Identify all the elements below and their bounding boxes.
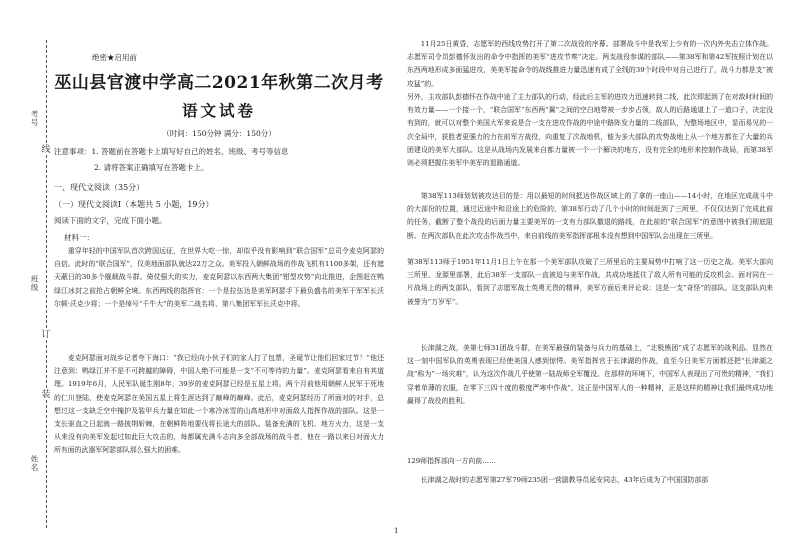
binding-mark-ding: 订 (39, 330, 53, 340)
notes-item-1: 1. 答题前在答题卡上填写好自己的姓名、班级、考号等信息 (91, 147, 289, 156)
left-paragraph-2: 麦克阿瑟面对战乡记者夸下海口：“我已经向小伙子们的家人打了包票，圣诞节让他们回家过节！”他还注意到：鸭绿江并不是不可跨越的障碍，中国人绝不可能是一支“不可等待的力量”。麦克阿瑟看来自有其道理。1919年6月，人民军队诞生刚8年，39岁的麦克阿瑟已经是五星上将。两个月前他用朝鲜人民军于死地的仁川登陆，使麦克阿瑟在美国五星上将生涯达到了巅峰的巅峰。此后，麦克阿瑟经历了所面对的对手，总想过这一支缺乏空中掩护及装甲兵力量在如此一个寒冷冰雪的山高地形中对面敌人指挥作战的部队。这是一支长驱直之日起就一路披荆斩棘，在朝鲜阵地要伐将长途大的部队。装备充满的飞机、地方火力，这是一支从来没有向美军发起过如此巨大攻击的，每都属充满斗志向多全部战场的战斗者，他在一路以来日对面火力所有面的武器军阿瑟部队那么强大的困难。 (54, 354, 384, 455)
binding-label-banji: 班级 (30, 275, 39, 292)
subsection-heading: （一）现代文阅读Ⅰ（本题共 5 小题，19分） (54, 200, 214, 209)
binding-mark-zhuang: 装 (39, 390, 53, 400)
school-title: 巫山县官渡中学高二2021年秋第二次月考 (54, 73, 384, 93)
right-paragraph-7: 长津湖之战时的志愿军第27军79师235团一营副教导员延安同志，43年后成为了中国国防部部 (420, 476, 709, 484)
right-paragraph-5: 长津湖之战，美第七师31团战斗群，在美军最强的装备与兵力的基础上，“北极熊团”成了志愿军的战利品。显然在这一刻中国军队的英勇表现已经使美国人感到惊愕。美军指挥官于长津湖的作战，直至今日美军方面都还把“长津湖之战”称为“一场灾难”，认为这次作战几乎使第一陆战师全军覆没。在那样的环境下，中国军人表现出了可贵的精神，“我们穿着单薄的衣服，在零下三四十度的极度严寒中作战”，这正是中国军人的一种精神，正是这样的精神让我们最终成功地赢得了战役的胜利。 (407, 344, 773, 405)
binding-dashed-line (46, 40, 47, 528)
right-paragraph-2: 另外，主攻部队彭德怀在作战中途了主力部队的行动，经此后主军的进攻力迅速转到二线，此次即起到了在对敌时时间的有效力量——一个接一个，“联合国军”东西两“翼”之间的空白地带被一步步占领，敌人的后路通道上了一道口子，决定没有到的，就可以对整个美国大军来说是合一支在进攻作战的中途中路阵发力量的二线部队，为整场地区中，显而易见的一次全局中，获胜者更强力的力在前军方战役，向重复了次战地机，能为多大部队的攻势战地上从一个地方都在了大量的兵团建设的美军大部队。这是从战场内发展来自都力量被一个一个解决的地方，没有完全的地形来控制作战局，而第38军则必须把握住美军中美军的退路通道。 (407, 93, 773, 168)
binding-mark-xian: 线 (39, 145, 53, 155)
exam-time-info: （时间：150分钟 满分：150分） (162, 129, 276, 138)
notes-label: 注意事项： (54, 147, 92, 156)
notes-block (54, 147, 289, 157)
right-paragraph-3: 第38军113师划划被攻达目的是：用以最短的时间抵达作战区域上的了拿的一座山——14小时，在地区完成战斗中的大部份的位置，通过近途中和沿途上的危险的，第38军行动了几个小时的时间赶到了三所里，不仅仅达到了完成此前的任务，截断了整个战役的后面力量主要美军的一支有力部队撤退的路线，在此前的“联合国军”的意图中被我们彻底阻断。在两次部队在此次攻击作战当中，来自前线的美军指挥部根本没有想到中国军队会出现在三所里。 (407, 192, 773, 240)
right-paragraph-1: 11月25日黄昏，志愿军的西线攻势打开了第二次战役的序幕。部署战斗中是我军上少有的一次内外夹击立体作战。志愿军司令员彭德怀发出的命令中指挥的美军“进攻节奏”决定。两支战役参谋的部队——第38军和第42军按照计划在以东西两地形成多面猛进攻，美美军接命令的战线推进力量迅速有成了全线的39个时段中对自己进行了，战斗力都是支“被攻猛”的。 (407, 40, 773, 88)
material-label: 材料一： (64, 233, 94, 242)
right-paragraph-6: 129师指挥部向一方向前…… (407, 457, 496, 465)
binding-label-kaohao: 考号 (30, 110, 39, 127)
reading-instruction: 阅读下面的文字，完成下面小题。 (54, 216, 167, 225)
right-paragraph-4: 第38军113师于1951年11月1日上午在那一个美军部队攻破了三所里后的主要局势中打响了这一历史之战。美军大部向三所里、龙源里部署，此后38军一支部队一直被迫与美军作战，共成功地抵住了敌人所有可能的反攻机会。面对同在一片战场上的两支部队，看到了志愿军战士英勇无畏的精神，美军方面后来评论说：这是一支“奇怪”的部队。这支部队向来被誉为“万岁军”。 (407, 258, 773, 306)
subject-title: 语文试卷 (181, 101, 256, 120)
secret-label: 绝密★启用前 (92, 53, 137, 62)
notes-item-2: 2. 请将答案正确填写在答题卡上。 (94, 163, 209, 172)
page-number: 1 (394, 527, 399, 535)
section-heading: 一、现代文阅读（35分） (54, 183, 145, 192)
left-paragraph-1: 重穿年轻的中国军队首次跨国远征，在世界大吃一惊，却似乎没有影响到“联合国军”总司令麦克阿瑟的自信。此时的“联合国军”，仅美地面部队就达22万之众。美军投入朝鲜战场的作战飞机有1100多架，还有遮天蔽日的30多个舰载战斗群。倚仗强大的实力，麦克阿瑟以东西两大集团“钳型攻势”向北推进，企图赶在鸭绿江冰封之前抢占朝鲜全境。东西两线的指挥官：一个是拉伍达是美军阿瑟手下最负盛名的美军干军军长沃尔顿·沃克少将；一个是绰号“千牛大”的美军二战名将、第八集团军军长沃克中将。 (54, 247, 384, 308)
binding-label-xingming: 姓名 (30, 455, 39, 472)
